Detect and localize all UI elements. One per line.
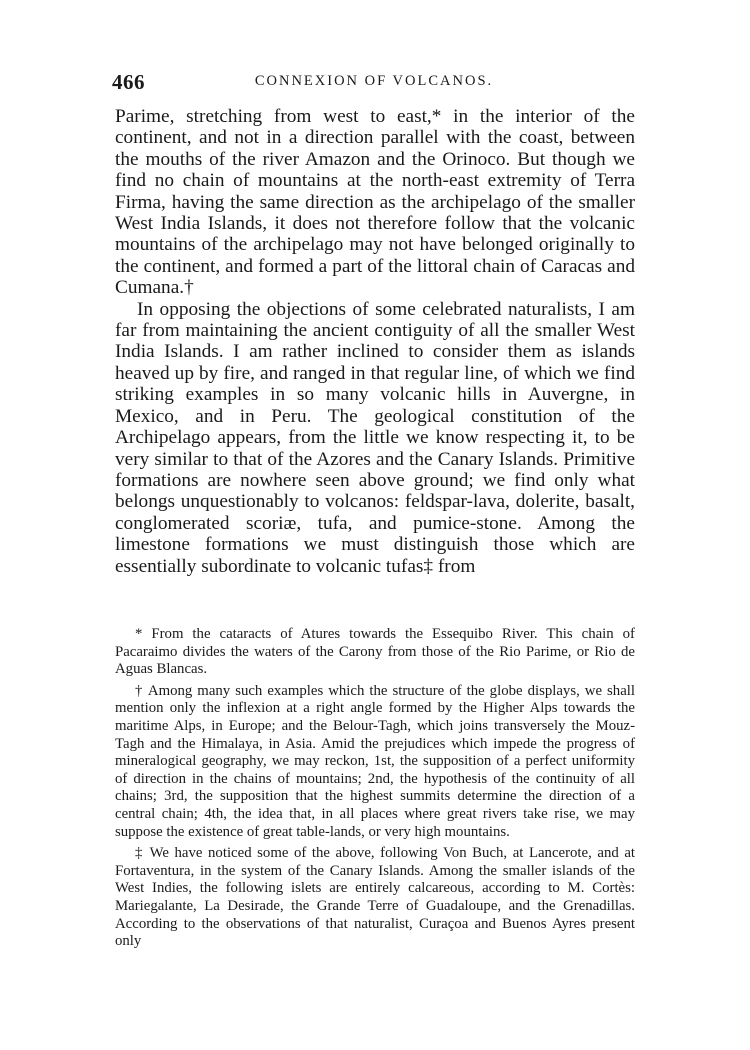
- running-head: [112, 70, 636, 94]
- footnote: * From the cataracts of Atures towards the Essequibo River. This chain of Pacaraimo divides the waters of the Carony from those of the Rio Parime, or Rio de Aguas Blancas.: [115, 626, 635, 678]
- running-title: CONNEXION OF VOLCANOS.: [254, 73, 494, 89]
- footnotes: [115, 626, 635, 955]
- body-paragraph: Parime, stretching from west to east,* in the interior of the continent, and not in a direction parallel with the coast, between the mouths of the river Amazon and the Orinoco. But though we find no chain of mountains at the north-east extremity of Terra Firma, having the same direction as the archipelago of the smaller West India Islands, it does not therefore follow that the volcanic mountains of the archipelago may not have belonged originally to the continent, and formed a part of the littoral chain of Caracas and Cumana.†: [115, 106, 635, 299]
- page-number: 466: [112, 70, 145, 94]
- main-text: [115, 106, 635, 577]
- footnote: ‡ We have noticed some of the above, following Von Buch, at Lancerote, and at Fortaventura, in the system of the Canary Islands. Among the smaller islands of the West Indies, the following islets are entirely calcareous, according to M. Cortès: Mariegalante, La Desirade, the Grande Terre of Guadaloupe, and the Grenadillas. According to the observations of that naturalist, Curaçoa and Buenos Ayres present only: [115, 845, 635, 950]
- body-paragraph: In opposing the objections of some celebrated naturalists, I am far from maintaining the ancient contiguity of all the smaller West India Islands. I am rather inclined to consider them as islands heaved up by fire, and ranged in that regular line, of which we find striking examples in so many volcanic hills in Auvergne, in Mexico, and in Peru. The geological constitution of the Archipelago appears, from the little we know respecting it, to be very similar to that of the Azores and the Canary Islands. Primitive formations are nowhere seen above ground; we find only what belongs unquestionably to volcanos: feldspar-lava, dolerite, basalt, conglomerated scoriæ, tufa, and pumice-stone. Among the limestone formations we must distinguish those which are essentially subordinate to volcanic tufas‡ from: [115, 298, 635, 577]
- footnote: † Among many such examples which the structure of the globe displays, we shall mention only the inflexion at a right angle formed by the Higher Alps towards the maritime Alps, in Europe; and the Belour-Tagh, which joins transversely the Mouz-Tagh and the Himalaya, in Asia. Amid the prejudices which impede the progress of mineralogical geography, we may reckon, 1st, the supposition of a perfect uniformity of direction in the chains of mountains; 2nd, the hypothesis of the continuity of all chains; 3rd, the supposition that the highest summits determine the direction of a central chain; 4th, the idea that, in all places where great rivers take rise, we may suppose the existence of great table-lands, or very high mountains.: [115, 682, 635, 840]
